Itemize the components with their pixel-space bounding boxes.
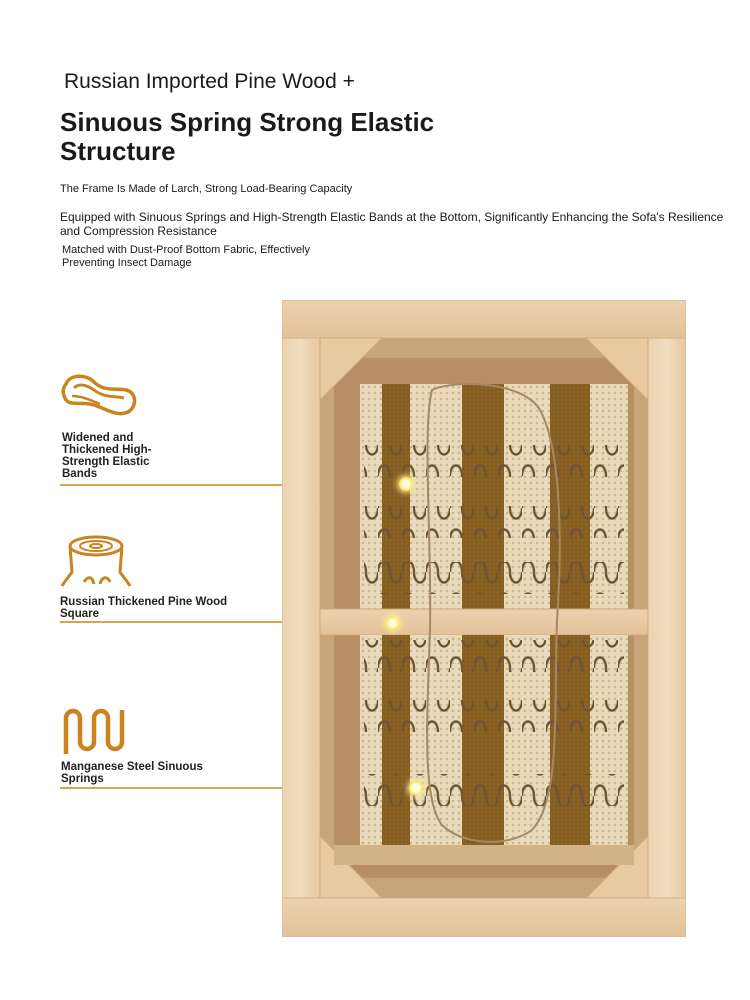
sinuous-spring-icon: [60, 704, 130, 756]
indicator-dot-pine-wood: [386, 616, 400, 630]
bullet-springs: Equipped with Sinuous Springs and High-Strength Elastic Bands at the Bottom, Significantly Enhancing the Sofa's Resilience and Compression Resistance: [60, 210, 724, 238]
bullet-dustproof: Matched with Dust-Proof Bottom Fabric, Effectively Preventing Insect Damage: [62, 244, 310, 269]
feature-label-elastic-bands: Widened and Thickened High-Strength Elastic Bands: [62, 432, 152, 480]
headline-line2: Sinuous Spring Strong Elastic Structure: [60, 107, 435, 166]
feature-label-pine-wood: Russian Thickened Pine Wood Square: [60, 596, 228, 620]
elastic-band-icon: [60, 372, 140, 422]
headline-line1: Russian Imported Pine Wood +: [64, 70, 355, 93]
bullet-frame: The Frame Is Made of Larch, Strong Load-Bearing Capacity: [60, 183, 353, 195]
tree-stump-icon: [60, 532, 132, 592]
indicator-dot-springs: [409, 781, 423, 795]
sofa-frame-photo: [282, 300, 686, 937]
indicator-dot-elastic-bands: [399, 477, 413, 491]
feature-label-springs: Manganese Steel Sinuous Springs: [61, 761, 203, 785]
